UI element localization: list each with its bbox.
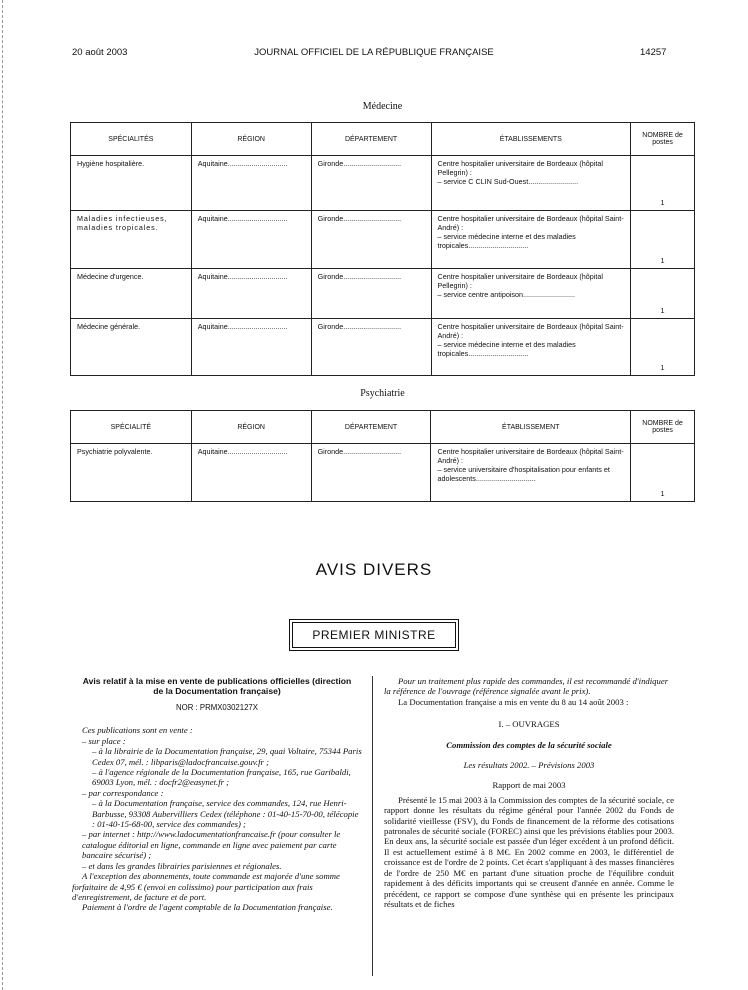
medecine-table bbox=[70, 122, 695, 376]
cell-nombre: 1 bbox=[631, 156, 695, 211]
table-row bbox=[71, 319, 695, 376]
header-page-number: 14257 bbox=[640, 47, 667, 58]
cell-departement: Gironde............................. bbox=[311, 211, 431, 269]
notice-title: Avis relatif à la mise en vente de publications officielles (direction de la Documentation française) bbox=[82, 676, 352, 696]
subsection-heading: Commission des comptes de la sécurité sociale bbox=[446, 739, 612, 750]
cell-specialite: Médecine générale. bbox=[71, 319, 192, 376]
column-header: DÉPARTEMENT bbox=[311, 411, 431, 444]
section-heading: I. – OUVRAGES bbox=[498, 719, 560, 730]
cell-nombre: 1 bbox=[631, 319, 695, 376]
cell-specialite: Hygiène hospitalière. bbox=[71, 156, 192, 211]
column-header: RÉGION bbox=[191, 123, 311, 156]
column-header: SPÉCIALITÉ bbox=[71, 411, 192, 444]
paragraph: – à la Documentation française, service des commandes, 124, rue Henri-Barbusse, 93308 Aubervilliers Cedex (téléphone : 01-40-15-70-00, télécopie : 01-40-15-68-00, service des commandes) ; bbox=[92, 798, 359, 830]
paragraph: – et dans les grandes librairies parisiennes et régionales. bbox=[82, 860, 282, 871]
section-title-medecine: Médecine bbox=[362, 101, 403, 112]
right-column bbox=[384, 676, 674, 909]
cell-departement: Gironde............................. bbox=[311, 269, 431, 319]
paragraph: – à la librairie de la Documentation française, 29, quai Voltaire, 75344 Paris Cedex 07, mél. : libparis@ladocfrancaise.gouv.fr ; bbox=[92, 746, 362, 767]
column-header: RÉGION bbox=[191, 411, 311, 444]
psychiatrie-table bbox=[70, 410, 695, 502]
paragraph: Ces publications sont en vente : bbox=[82, 725, 193, 736]
table-row bbox=[71, 156, 695, 211]
paragraph: – à l'agence régionale de la Documentation française, 165, rue Garibaldi, 69003 Lyon, mél. : docfr2@easynet.fr ; bbox=[92, 767, 351, 788]
cell-specialite: Psychiatrie polyvalente. bbox=[71, 444, 192, 502]
header-journal: JOURNAL OFFICIEL DE LA RÉPUBLIQUE FRANÇAISE bbox=[254, 47, 494, 58]
cell-departement: Gironde............................. bbox=[311, 156, 431, 211]
paragraph: Pour un traitement plus rapide des commandes, il est recommandé d'indiquer la référence de l'ouvrage (référence signalée avant le prix). bbox=[384, 676, 669, 697]
cell-nombre: 1 bbox=[631, 444, 695, 502]
cell-nombre: 1 bbox=[631, 211, 695, 269]
paragraph: Paiement à l'ordre de l'agent comptable de la Documentation française. bbox=[82, 902, 333, 913]
column-header: NOMBRE de postes bbox=[631, 123, 695, 156]
section-title-psychiatrie: Psychiatrie bbox=[360, 388, 405, 399]
premier-ministre-box: PREMIER MINISTRE bbox=[292, 622, 456, 648]
page-edge-dashes bbox=[2, 0, 3, 990]
cell-etablissement: Centre hospitalier universitaire de Bordeaux (hôpital Pellegrin) : – service C CLIN Sud-Ouest......................... bbox=[431, 156, 631, 211]
avis-divers-heading: AVIS DIVERS bbox=[315, 560, 433, 579]
paragraph: – par internet : http://www.ladocumentationfrancaise.fr (pour consulter le catalogue éditorial en ligne, commande en ligne avec paiement par carte bancaire sécurisé) ; bbox=[82, 829, 341, 861]
paragraph: – sur place : bbox=[82, 735, 126, 746]
paragraph: Présenté le 15 mai 2003 à la Commission des comptes de la sécurité sociale, ce rapport donne les résultats du régime général pour l'année 2002 du Fonds de solidarité vieillesse (FSV), du Fonds de financement de la réforme des cotisations patronales de sécurité sociale (FOREC) ainsi que les prévisions établies pour 2003. En deux ans, la sécurité sociale est passée d'un léger excédent à un profond déficit. Il est actuellement estimé à 8 M€. En 2002 comme en 2003, le différentiel de croissance est de l'ordre de 2 points. Cet écart s'appliquant à des masses financières de l'ordre de 250 M€ en partant d'une situation proche de l'équilibre conduit rapidement à des déficits importants qui se creusent d'année en année. Comme le précédent, ce rapport se compose d'une synthèse qui en présente les principaux résultats et de fiches bbox=[384, 794, 674, 909]
paragraph: La Documentation française a mis en vente du 8 au 14 août 2003 : bbox=[398, 696, 629, 707]
table-row bbox=[71, 444, 695, 502]
cell-etablissement: Centre hospitalier universitaire de Bordeaux (hôpital Saint-André) : – service médecine interne et des maladies tropicales.............................. bbox=[431, 319, 631, 376]
paragraph: A l'exception des abonnements, toute commande est majorée d'une somme forfaitaire de 4,95 € (envoi en colissimo) pour participation aux frais d'enregistrement, de facture et de port. bbox=[72, 871, 340, 902]
table-row bbox=[71, 211, 695, 269]
cell-specialite: Médecine d'urgence. bbox=[71, 269, 192, 319]
column-header: DÉPARTEMENT bbox=[311, 123, 431, 156]
table-row bbox=[71, 269, 695, 319]
column-header: ÉTABLISSEMENT bbox=[431, 411, 631, 444]
header-date: 20 août 2003 bbox=[72, 47, 128, 58]
column-header: SPÉCIALITÉS bbox=[71, 123, 192, 156]
cell-region: Aquitaine.............................. bbox=[191, 269, 311, 319]
table-header-row bbox=[71, 123, 695, 156]
cell-departement: Gironde............................. bbox=[311, 319, 431, 376]
cell-region: Aquitaine.............................. bbox=[191, 319, 311, 376]
column-header: ÉTABLISSEMENTS bbox=[431, 123, 631, 156]
column-divider bbox=[372, 676, 373, 976]
nor-reference: NOR : PRMX0302127X bbox=[176, 703, 258, 712]
cell-region: Aquitaine.............................. bbox=[191, 156, 311, 211]
cell-etablissement: Centre hospitalier universitaire de Bordeaux (hôpital Saint-André) : – service universitaire d'hospitalisation pour enfants et adolescents.............................. bbox=[431, 444, 631, 502]
left-column bbox=[72, 676, 362, 913]
cell-specialite: Maladies infectieuses, maladies tropicales. bbox=[71, 211, 192, 269]
cell-nombre: 1 bbox=[631, 269, 695, 319]
cell-region: Aquitaine.............................. bbox=[191, 444, 311, 502]
cell-region: Aquitaine.............................. bbox=[191, 211, 311, 269]
table-header-row bbox=[71, 411, 695, 444]
cell-departement: Gironde............................. bbox=[311, 444, 431, 502]
column-header: NOMBRE de postes bbox=[631, 411, 695, 444]
paragraph: – par correspondance : bbox=[82, 787, 164, 798]
publication-title: Les résultats 2002. – Prévisions 2003 bbox=[463, 760, 595, 771]
cell-etablissement: Centre hospitalier universitaire de Bordeaux (hôpital Saint-André) : – service médecine interne et des maladies tropicales.............................. bbox=[431, 211, 631, 269]
cell-etablissement: Centre hospitalier universitaire de Bordeaux (hôpital Pellegrin) : – service centre antipoison.......................... bbox=[431, 269, 631, 319]
publication-subtitle: Rapport de mai 2003 bbox=[492, 780, 566, 791]
